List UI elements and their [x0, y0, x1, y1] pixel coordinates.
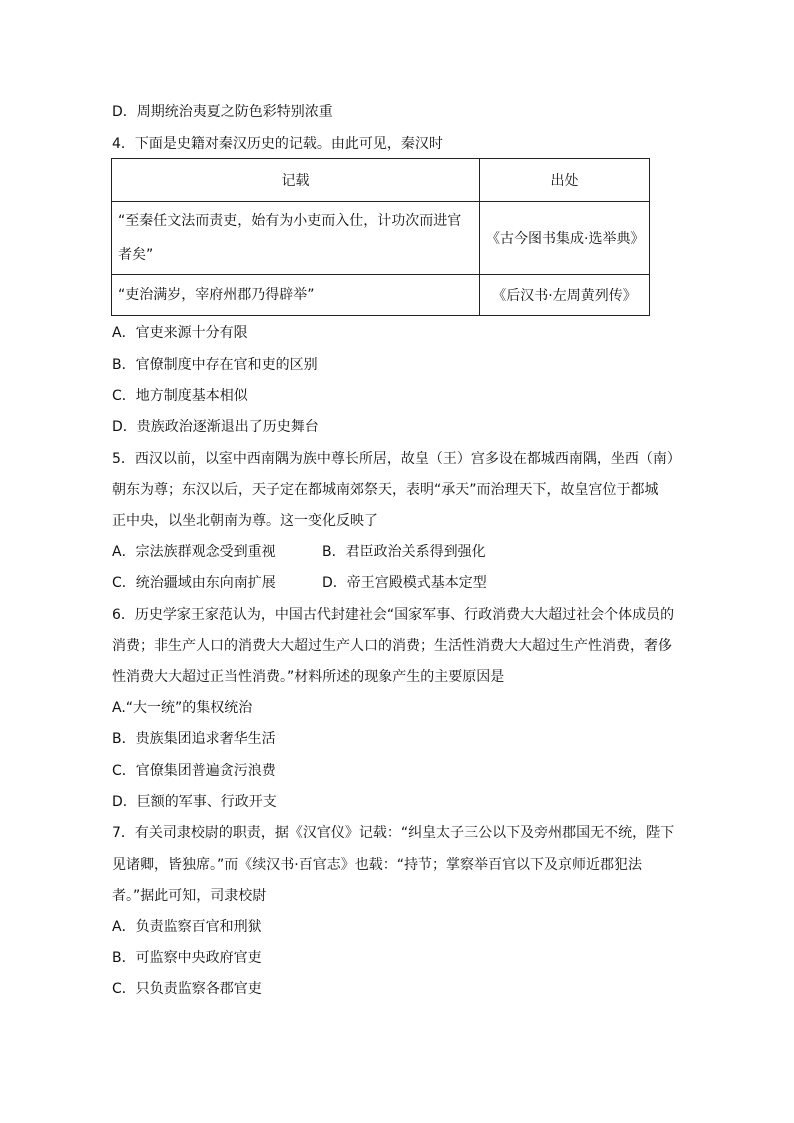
q5-option-c: C．统治疆域由东向南扩展 [112, 575, 276, 591]
source-cell: 《后汉书·左周黄列传》 [480, 275, 650, 316]
q5-option-d: D．帝王宫殿模式基本定型 [322, 575, 487, 591]
q4-option-b: B．官僚制度中存在官和吏的区别 [112, 357, 318, 373]
source-cell: 《古今图书集成·选举典》 [480, 202, 650, 275]
q5-option-a: A．宗法族群观念受到重视 [112, 544, 276, 560]
q4-record-table [111, 158, 650, 316]
q5-stem-line-3: 正中央，以坐北朝南为尊。这一变化反映了 [112, 513, 378, 529]
q5-option-b: B．君臣政治关系得到强化 [322, 544, 486, 560]
q4-option-a: A．官吏来源十分有限 [112, 325, 248, 341]
table-row [112, 202, 650, 275]
q6-option-c: C．官僚集团普遍贪污浪费 [112, 763, 276, 779]
table-row [112, 275, 650, 316]
q4-option-d: D．贵族政治逐渐退出了历史舞台 [112, 419, 319, 435]
q4-stem: 4．下面是史籍对秦汉历史的记载。由此可见，秦汉时 [112, 136, 443, 152]
q7-stem-line-1: 7．有关司隶校尉的职责，据《汉官仪》记载：“纠皇太子三公以下及旁州郡国无不统，陛下 [112, 825, 675, 841]
q3-option-d: D．周期统治夷夏之防色彩特别浓重 [112, 104, 333, 120]
table-header-row [112, 159, 650, 202]
q4-option-c: C．地方制度基本相似 [112, 388, 248, 404]
q6-option-b: B．贵族集团追求奢华生活 [112, 731, 276, 747]
q5-stem-line-2: 朝东为尊；东汉以后，天子定在都城南郊祭天，表明“承天”而治理天下，故皇宫位于都城 [112, 482, 659, 498]
q7-option-b: B．可监察中央政府官吏 [112, 950, 262, 966]
q6-stem-line-2: 消费；非生产人口的消费大大超过生产人口的消费；生活性消费大大超过生产性消费，奢侈 [112, 638, 672, 654]
record-cell: “至秦任文法而责吏，始有为小吏而入仕，计功次而进官者矣” [112, 202, 480, 275]
q7-option-a: A．负责监察百官和刑狱 [112, 919, 262, 935]
q7-stem-line-2: 见诸卿，皆独席。”而《续汉书·百官志》也载：“持节；掌察举百官以下及京师近郡犯法 [112, 857, 642, 873]
q6-stem-line-3: 性消费大大超过正当性消费。”材料所述的现象产生的主要原因是 [112, 669, 505, 685]
header-record: 记载 [112, 159, 480, 202]
header-source: 出处 [480, 159, 650, 202]
record-cell: “吏治满岁，宰府州郡乃得辟举” [112, 275, 480, 316]
q7-option-c: C．只负责监察各郡官吏 [112, 981, 262, 997]
q5-stem-line-1: 5．西汉以前，以室中西南隅为族中尊长所居，故皇（王）宫多设在都城西南隅，坐西（南） [112, 451, 681, 467]
q6-option-d: D．巨额的军事、行政开支 [112, 794, 277, 810]
q6-stem-line-1: 6．历史学家王家范认为，中国古代封建社会“国家军事、行政消费大大超过社会个体成员的 [112, 607, 675, 623]
q6-option-a: A.“大一统”的集权统治 [112, 700, 253, 716]
q7-stem-line-3: 者。”据此可知，司隶校尉 [112, 888, 267, 904]
